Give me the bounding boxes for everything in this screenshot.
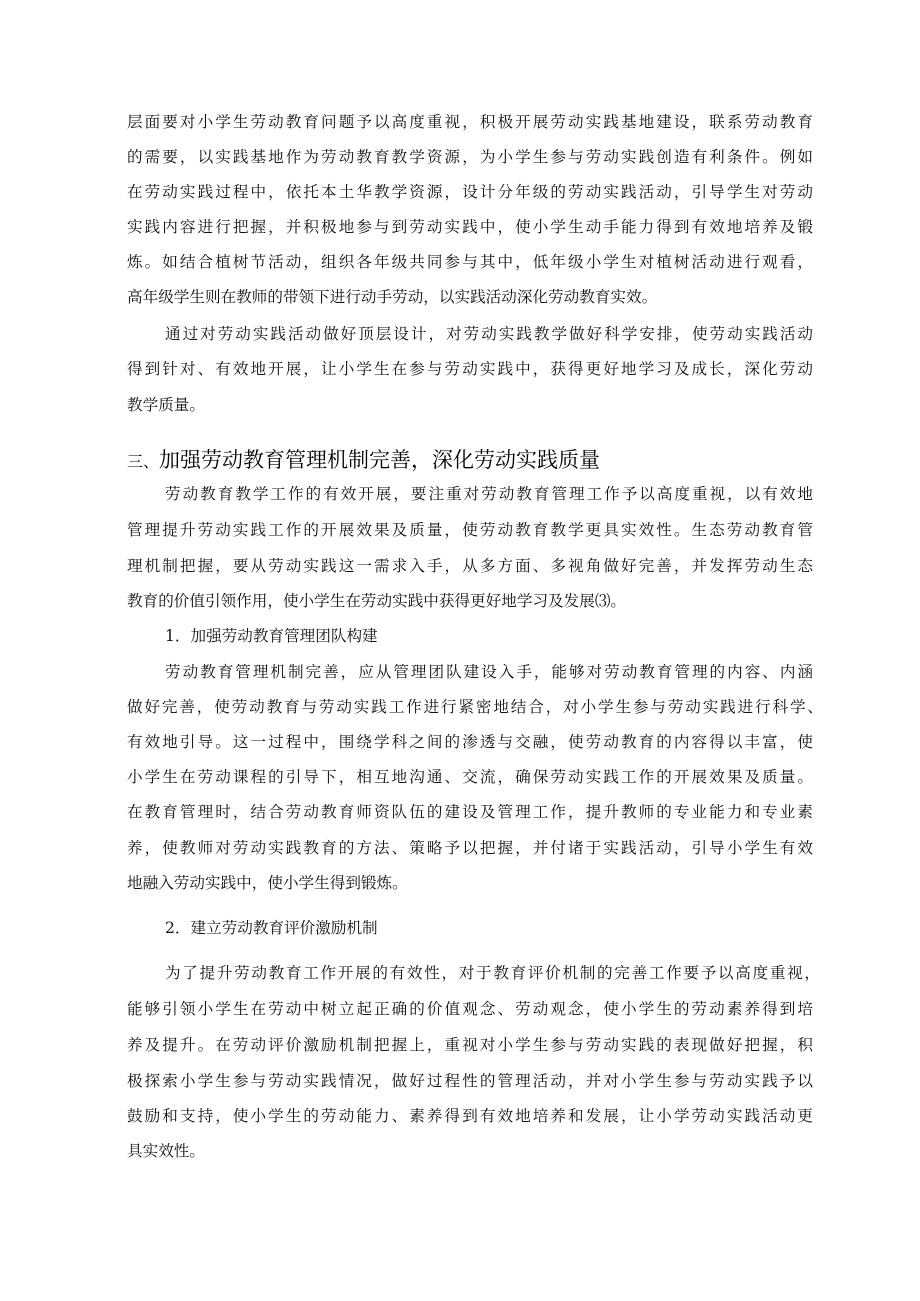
text-line: 能够引领小学生在劳动中树立起正确的价值观念、劳动观念，使小学生的劳动素养得到培: [127, 1000, 813, 1018]
text-line: 劳动教育教学工作的有效开展，要注重对劳动教育管理工作予以高度重视，以有效地: [165, 485, 813, 503]
text-line: 养及提升。在劳动评价激励机制把握上，重视对小学生参与劳动实践的表现做好把握，积: [127, 1036, 813, 1054]
text-line: 具实效性。: [127, 1142, 205, 1160]
text-line: 有效地引导。这一过程中，围绕学科之间的渗透与交融，使劳动教育的内容得以丰富，使: [127, 733, 813, 751]
section-number: 三、: [127, 452, 160, 471]
text-line: 高年级学生则在教师的带领下进行动手劳动，以实践活动深化劳动教育实效。: [127, 288, 658, 306]
section-heading: [127, 446, 600, 476]
text-line: 小学生在劳动课程的引导下，相互地沟通、交流，确保劳动实践工作的开展效果及质量。: [127, 768, 813, 786]
text-line: 为了提升劳动教育工作开展的有效性，对于教育评价机制的完善工作要予以高度重视，: [165, 964, 820, 982]
text-line: 炼。如结合植树节活动，组织各年级共同参与其中，低年级小学生对植树活动进行观看，: [127, 253, 813, 271]
text-line: 极探索小学生参与劳动实践情况，做好过程性的管理活动，并对小学生参与劳动实践予以: [127, 1072, 813, 1090]
text-line: 管理提升劳动实践工作的开展效果及质量，使劳动教育教学更具实效性。生态劳动教育管: [127, 521, 813, 539]
section-title: 加强劳动教育管理机制完善，深化劳动实践质量: [159, 448, 601, 472]
text-line: 地融入劳动实践中，使小学生得到锻炼。: [127, 874, 408, 892]
text-line: 得到针对、有效地开展，让小学生在参与劳动实践中，获得更好地学习及成长，深化劳动: [127, 360, 813, 378]
text-line: 理机制把握，要从劳动实践这一需求入手，从多方面、多视角做好完善，并发挥劳动生态: [127, 557, 813, 575]
text-line: 做好完善，使劳动教育与劳动实践工作进行紧密地结合，对小学生参与劳动实践进行科学、: [127, 698, 823, 716]
text-line: 教育的价值引领作用，使小学生在劳动实践中获得更好地学习及发展⑶。: [127, 592, 627, 610]
text-line: 养，使教师对劳动实践教育的方法、策略予以把握，并付诸于实践活动，引导小学生有效: [127, 839, 813, 857]
text-line: 教学质量。: [127, 396, 205, 414]
text-line: 鼓励和支持，使小学生的劳动能力、素养得到有效地培养和发展，让小学劳动实践活动更: [127, 1107, 813, 1125]
text-line: 在教育管理时，结合劳动教育师资队伍的建设及管理工作，提升教师的专业能力和专业素: [127, 803, 813, 821]
text-line: 实践内容进行把握，并积极地参与到劳动实践中，使小学生动手能力得到有效地培养及锻: [127, 218, 813, 236]
text-line: 的需要，以实践基地作为劳动教育教学资源，为小学生参与劳动实践创造有利条件。例如: [127, 148, 813, 166]
subheading: 2．建立劳动教育评价激励机制: [165, 919, 378, 937]
text-line: 劳动教育管理机制完善，应从管理团队建设入手，能够对劳动教育管理的内容、内涵: [165, 663, 813, 681]
text-line: 通过对劳动实践活动做好顶层设计，对劳动实践教学做好科学安排，使劳动实践活动: [165, 325, 813, 343]
text-line: 在劳动实践过程中，依托本土华教学资源，设计分年级的劳动实践活动，引导学生对劳动: [127, 183, 813, 201]
text-line: 层面要对小学生劳动教育问题予以高度重视，积极开展劳动实践基地建设，联系劳动教育: [127, 113, 813, 131]
subheading: 1．加强劳动教育管理团队构建: [165, 627, 378, 645]
